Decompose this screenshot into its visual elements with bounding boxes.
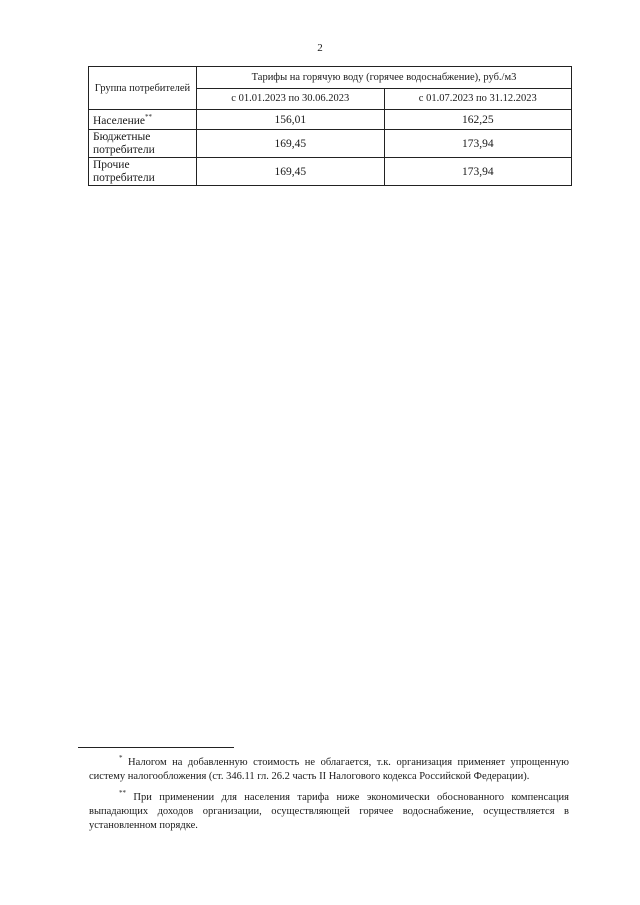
row-value-period-1: 156,01 <box>197 110 385 130</box>
header-tariff-title: Тарифы на горячую воду (горячее водоснабжение), руб./м3 <box>197 67 572 89</box>
page-number: 2 <box>317 42 323 54</box>
header-period-2: с 01.07.2023 по 31.12.2023 <box>384 88 572 110</box>
row-value-period-2: 173,94 <box>384 158 572 186</box>
row-group-cell <box>89 110 197 130</box>
footnote-2 <box>89 786 569 833</box>
row-group-name: Прочие потребители <box>89 158 197 186</box>
table-row <box>89 158 572 186</box>
footnote-text: Налогом на добавленную стоимость не облагается, т.к. организация применяет упрощенную систему налогообложения (ст. 346.11 гл. 26.2 часть II Налогового кодекса Российской Федерации). <box>89 757 570 782</box>
footnote-mark: ** <box>119 789 126 797</box>
row-group-name: Население <box>93 115 146 127</box>
row-value-period-2: 162,25 <box>384 110 572 130</box>
row-value-period-2: 173,94 <box>384 130 572 158</box>
table-row <box>89 130 572 158</box>
row-group-name: Бюджетные потребители <box>89 130 197 158</box>
row-value-period-1: 169,45 <box>197 158 385 186</box>
footnote-separator <box>78 747 234 748</box>
footnotes <box>89 751 569 833</box>
tariff-table <box>88 66 572 186</box>
table-row <box>89 110 572 130</box>
header-group: Группа потребителей <box>89 67 197 110</box>
footnote-1 <box>89 751 569 784</box>
row-value-period-1: 169,45 <box>197 130 385 158</box>
footnote-text: При применении для населения тарифа ниже экономически обоснованного компенсация выпадающих доходов организации, осуществляющей горячее водоснабжение, осуществляется в установленном порядке. <box>89 792 569 831</box>
header-period-1: с 01.01.2023 по 30.06.2023 <box>197 88 385 110</box>
footnote-ref: ** <box>145 113 153 121</box>
footnote-mark: * <box>119 754 123 762</box>
